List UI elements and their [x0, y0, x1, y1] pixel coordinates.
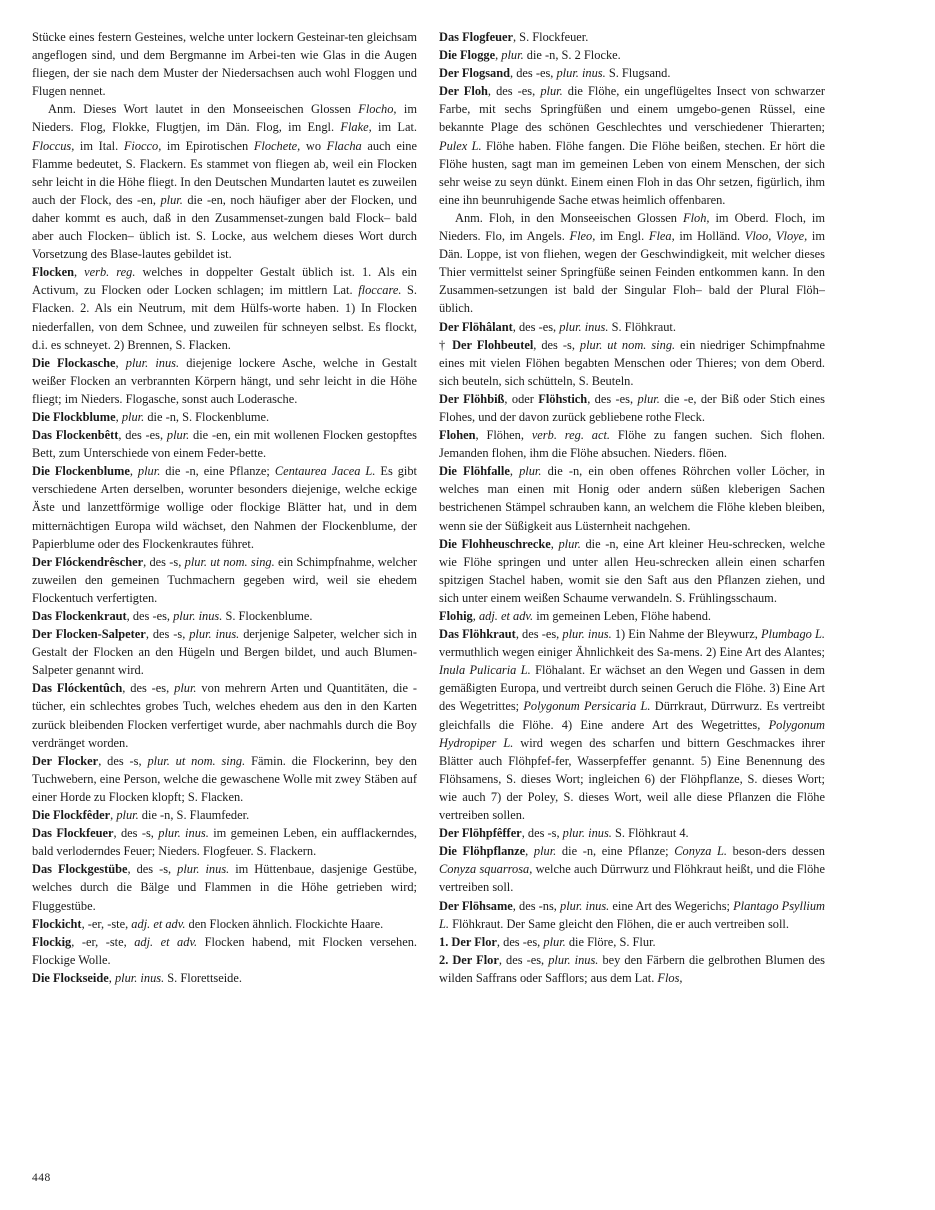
italic-text: Flos, — [657, 970, 683, 985]
italic-text: Floh, — [683, 210, 710, 225]
entry-text: derjenige Salpeter, welcher sich in Gestalt der Flocken an den Hügeln und Bergen bildet, und auch Blumen-Salpeter genannt wird. — [32, 627, 417, 678]
entry-text: , -er, -ste, — [81, 916, 132, 931]
italic-text: plur. inus. — [562, 627, 612, 642]
headword: Die Flockfêder — [32, 808, 111, 823]
entry-text: , des -es, — [587, 391, 638, 406]
entry-text: ein niedriger Schimpfnahme eines mit vielen Flöhen begabten Menschen oder Thieres; von dem Oberd. sich beuteln, sich schütteln, S. Beuteln. — [439, 337, 825, 388]
entry-text: S. Flöhkraut 4. — [611, 826, 689, 841]
dictionary-entry — [32, 408, 417, 426]
dictionary-entry — [439, 824, 825, 842]
headword: Flohen — [439, 428, 476, 443]
entry-text: Flöhe haben. Flöhe fangen. Die Flöhe beißen, stechen. Er hört die Flöhe husten, sagt man im gemeinen Leben von einem Menschen, der sich sehr weise zu seyn dünkt. Einem einen Floh in das Ohr setzen, figürlich, ihm eine ihn beunruhigende Sache etwas heimlich offenbaren. — [439, 138, 825, 207]
entry-text: Anm. Floh, in den Monseeischen Glossen — [455, 210, 683, 225]
entry-text: im Dän. Loppe, ist von fliehen, wegen der Geschwindigkeit, mit welcher dieses Thier vermittelst seiner Springfüße seinen Feinden entkommen kann. In den Zusammen-setzungen ist bald der Singular Floh– bald der Plural Flöh– üblich. — [439, 229, 826, 316]
italic-text: plur. — [501, 48, 524, 63]
italic-text: Conyza squarrosa, — [439, 862, 533, 877]
entry-text: † — [439, 337, 453, 352]
dictionary-entry — [32, 462, 417, 552]
entry-text: von mehrern Arten und Quantitäten, die -tücher, ein schlechtes grobes Tuch, welches ehedem aus den in den Karten zurück bleibenden Flocken verfertiget wurde, aber nachmahls durch die Boy verdränget worden. — [32, 681, 417, 750]
headword: 2. Der Flor — [439, 952, 499, 967]
italic-text: adj. et adv. — [478, 609, 534, 623]
italic-text: plur. inus. — [125, 355, 180, 370]
dictionary-entry — [439, 607, 825, 625]
entry-text: Dürrkraut, Dürrwurz. Es vertreibt gleichfalls die Flöhe. 4) Eine andere Art des Wegetrittes, — [439, 699, 826, 732]
entry-text: , des -es, — [487, 84, 541, 99]
entry-text: bey den Färbern die gelbrothen Blumen des wilden Saffrans oder Safflors; aus dem Lat. — [439, 952, 826, 985]
entry-text: , des -s, — [127, 862, 178, 877]
italic-text: Fleo, — [569, 229, 596, 244]
entry-text: Anm. Dieses Wort lautet in den Monseeischen Glossen — [48, 102, 359, 117]
italic-text: plur. inus. — [114, 970, 165, 985]
headword: Der Floh — [439, 84, 488, 99]
italic-text: adj. et adv. — [134, 934, 198, 949]
headword: Das Flockenkraut — [32, 609, 127, 623]
entry-text: , — [110, 808, 117, 823]
dictionary-entry — [32, 824, 417, 860]
dictionary-entry — [32, 752, 417, 806]
dictionary-entry — [439, 535, 825, 607]
headword: Das Flogfeuer — [439, 30, 513, 44]
entry-text: vermuthlich wegen einiger Ähnlichkeit des Sa-mens. 2) Eine Art des Alantes; — [439, 645, 825, 660]
entry-text: , des -s, — [98, 753, 148, 768]
headword: Die Flockasche — [32, 355, 116, 370]
dictionary-entry — [439, 82, 825, 209]
dictionary-entry — [32, 426, 417, 462]
headword: Das Flockfeuer — [32, 826, 114, 841]
entry-text: , — [509, 464, 520, 479]
entry-text: diejenige lockere Asche, welche in Gestalt weißer Flocken an verbrannten Körpern hängt, und sehr leicht in die Höhe fliegt; im Nieders. Flogasche, sonst auch Loderasche. — [32, 355, 418, 406]
italic-text: plur. — [160, 192, 183, 207]
italic-text: plur. ut nom. sing. — [184, 554, 275, 569]
italic-text: plur. inus. — [548, 952, 599, 967]
dictionary-entry — [32, 553, 417, 607]
italic-text: plur. ut nom. sing. — [147, 753, 246, 768]
italic-text: plur. — [519, 464, 542, 479]
italic-text: plur. inus. — [559, 319, 609, 334]
entry-text: , — [472, 609, 479, 623]
entry-text: die -en, ein mit wollenen Flocken gestopftes Bett, zum Unterschiede von einem Feder-bette. — [32, 428, 417, 461]
entry-text: im Ital. — [74, 138, 124, 153]
italic-text: Inula Pulicaria L. — [439, 663, 531, 678]
entry-text: , oder — [504, 391, 539, 406]
entry-text: , des -ns, — [512, 898, 561, 913]
entry-text: die -n, S. Flockenblume. — [144, 409, 270, 424]
dictionary-entry — [32, 933, 417, 969]
entry-text: die -n, eine Art kleiner Heu-schrecken, welche wie Flöhe springen und unter allen Heu-schrecken allein einen scharfen spitzigen Stachel haben, womit sie den Saft aus den Pflanzen ziehen, und sich unter einem weißen Schaume verwandeln. S. Frühlingsschaum. — [439, 536, 825, 605]
entry-text: , -er, -ste, — [71, 934, 135, 949]
entry-text: Flöhalant. Er wächset an den Wegen und Gassen in dem gemäßigten Europa, und vertreibt durch seinen Geruch die Flöhe. 3) Eine Art des Wegetrittes; — [439, 663, 825, 714]
entry-text: wird wegen des scharfen und bittern Geschmackes ihrer Blätter auch Flöhpfef-fer, Wasserpfeffer genannt. 5) Eine Benennung des Flöhsamens, S. dieses Wort; ingleichen 6) der Flöhpflanze, S. dieses Wort; wie auch 7) der Poley, S. dieses Wort, weil alle diese Pflanzen die Flöhe vertreiben sollen. — [439, 735, 825, 823]
italic-text: Flea, — [648, 229, 675, 244]
dictionary-entry — [32, 806, 417, 824]
headword: Flockicht — [32, 916, 82, 931]
italic-text: Conyza L. — [674, 844, 728, 859]
italic-text: Polygonum Persicaria L. — [523, 699, 651, 714]
dictionary-entry — [439, 462, 825, 534]
italic-text: plur. — [540, 84, 563, 99]
dictionary-entry — [439, 28, 825, 46]
entry-text: welches in doppelter Gestalt üblich ist. 1. Als ein Activum, zu Flocken oder Locken schlagen; im mittlern Lat. — [32, 265, 417, 298]
italic-text: verb. reg. — [84, 265, 136, 280]
italic-text: plur. — [558, 536, 581, 551]
italic-text: Centaurea Jacea L. — [274, 464, 376, 479]
entry-text: S. Flacken. 2. Als ein Neutrum, mit dem Hülfs-worte haben. 1) In Flocken niederfallen, von dem Schnee, und zuweilen für schneyen selbst. Es flockt, d.i. es schneyet. 2) Brennen, S. Flacken. — [32, 283, 417, 352]
entry-text: , — [108, 970, 115, 985]
dictionary-entry — [439, 842, 825, 896]
dictionary-entry — [439, 318, 825, 336]
dictionary-entry — [439, 336, 825, 390]
dictionary-entry — [32, 860, 417, 914]
entry-text: die -n, eine Pflanze; — [160, 464, 275, 479]
italic-text: plur. inus. — [556, 66, 606, 81]
entry-text: S. Flugsand. — [605, 66, 671, 81]
italic-text: Flocho, — [358, 102, 397, 117]
dictionary-entry — [32, 28, 417, 100]
entry-text: , des -s, — [533, 337, 580, 352]
entry-text: , — [115, 355, 126, 370]
page-number: 448 — [32, 1172, 51, 1184]
entry-text: , Flöhen, — [475, 428, 532, 443]
headword: Die Flohheuschrecke — [439, 536, 551, 551]
entry-text: die -e, der Biß oder Stich eines Flohes, und der davon zurück gebliebene rothe Fleck. — [439, 391, 826, 424]
italic-text: plur. inus. — [158, 826, 209, 841]
dictionary-entry — [439, 64, 825, 82]
dictionary-entry — [439, 426, 825, 462]
entry-text: , — [550, 536, 559, 551]
entry-text: im gemeinen Leben, Flöhe habend. — [533, 609, 711, 623]
italic-text: plur. — [174, 681, 197, 696]
headword: Der Flóckendrêscher — [32, 554, 144, 569]
italic-text: Plantago Psyllium L. — [439, 898, 825, 931]
entry-text: ein Schimpfnahme, welcher zuweilen den gemeinen Tuchmachern gegeben wird, weil sie ehedem Flockentuch verfertigten. — [32, 554, 417, 605]
entry-text: , — [525, 844, 534, 859]
entry-text: S. Flöhkraut. — [608, 319, 676, 334]
entry-text: , des -s, — [521, 826, 563, 841]
entry-text: eine Art des Wegerichs; — [609, 898, 734, 913]
right-column — [439, 28, 825, 987]
entry-text: , des -es, — [512, 319, 560, 334]
headword: Das Flóckentûch — [32, 681, 123, 696]
headword: Der Flöhsame — [439, 898, 513, 913]
italic-text: plur. — [121, 409, 145, 424]
headword: 1. Der Flor — [439, 934, 497, 949]
dictionary-entry — [32, 915, 417, 933]
italic-text: Floccus, — [32, 138, 75, 153]
headword: Die Flockseide — [32, 970, 109, 985]
entry-text: , — [129, 464, 138, 479]
headword: Der Flocker — [32, 753, 99, 768]
dictionary-entry — [439, 390, 825, 426]
entry-text: im Epirotischen — [161, 138, 254, 153]
entry-text: 1) Ein Nahme der Bleywurz, — [611, 627, 761, 642]
dictionary-entry — [439, 625, 825, 824]
entry-text: im Engl. — [595, 229, 649, 244]
entry-text: , des -es, — [122, 681, 175, 696]
italic-text: Flacha — [326, 138, 362, 153]
dictionary-entry — [32, 100, 417, 263]
entry-text: , des -s, — [143, 554, 185, 569]
entry-text: , — [115, 409, 122, 424]
italic-text: plur. — [543, 934, 566, 949]
italic-text: verb. reg. act. — [531, 428, 611, 443]
entry-text: , des -s, — [113, 826, 159, 841]
entry-text: S. Florettseide. — [164, 970, 242, 985]
dictionary-entry — [32, 607, 417, 625]
italic-text: Polygonum Hydropiper L. — [439, 717, 825, 750]
entry-text: Fämin. die Flockerinn, bey den Tuchwebern, eine Person, welche die gewaschene Wolle mit zwey Stäben auf einer Horde zu Flocken klopft; S. Flacken. — [32, 753, 417, 804]
entry-text: S. Flockenblume. — [222, 609, 313, 623]
entry-text: , — [74, 265, 85, 280]
italic-text: Flochete, — [253, 138, 301, 153]
dictionary-entry — [32, 625, 417, 679]
entry-text: wo — [300, 138, 327, 153]
italic-text: plur. inus. — [177, 862, 230, 877]
entry-text: im Oberd. Floch, im Nieders. Flo, im Angels. — [439, 210, 826, 244]
dictionary-entry — [439, 209, 825, 318]
headword: Der Flogsand — [439, 66, 511, 81]
left-column — [32, 28, 417, 987]
headword: Die Flöhpflanze — [439, 844, 526, 859]
headword: Die Flockblume — [32, 409, 116, 424]
entry-text: , des -es, — [510, 66, 557, 81]
headword: Der Flöhbiß — [439, 391, 505, 406]
entry-text: welche auch Dürrwurz und Flöhkraut heißt, und die Flöhe vertreiben soll. — [439, 862, 825, 895]
dictionary-entry — [439, 897, 825, 933]
dictionary-entry — [439, 933, 825, 951]
entry-text: den Flocken ähnlich. Flockichte Haare. — [185, 916, 384, 931]
italic-text: Vloo, Vloye, — [744, 229, 808, 244]
entry-text: , des -es, — [496, 934, 544, 949]
italic-text: plur. — [116, 808, 139, 823]
italic-text: Pulex L. — [439, 138, 482, 153]
entry-text: die -n, eine Pflanze; — [556, 844, 675, 859]
entry-text: Es gibt verschiedene Arten derselben, worunter besonders diejenige, welche eckige Äste und lanzettförmige wollige oder flockige Blätter hat, und in dem mitternächtigen Europa wild wächset, den Nahmen der Flockenblume, der Papierblume oder des Flockenkrautes führet. — [32, 464, 417, 551]
entry-text: , des -s, — [145, 627, 190, 642]
entry-text: die Flöhe, ein ungeflügeltes Insect von schwarzer Farbe, mit sechs Springfüßen und einem umgebo-genen Rüssel, eine bekannte Plage des schönen Geschlechtes und verschiedener Thierarten; — [439, 84, 826, 135]
italic-text: plur. inus. — [560, 898, 610, 913]
dictionary-entry — [32, 679, 417, 751]
italic-text: plur. — [533, 844, 557, 859]
entry-text: Flocken habend, mit Flocken versehen. Flockige Wolle. — [32, 934, 418, 967]
entry-text: Flöhkraut. Der Same gleicht den Flöhen, die er auch vertreiben soll. — [449, 916, 789, 931]
headword: Flohig — [439, 609, 473, 623]
dictionary-entry — [32, 354, 417, 408]
dictionary-entry — [32, 263, 417, 353]
entry-text: Stücke eines festern Gesteines, welche unter lockern Gesteinar-ten gleichsam angeflogen sind, und dem Bergmanne im Arbei-ten wie Glas in die Augen fliegen, der sie nach dem Muster der Niedersachsen auch wohl Floggen und Flugen nennet. — [32, 30, 417, 99]
entry-text: , des -es, — [498, 952, 549, 967]
entry-text: im gemeinen Leben, ein aufflackerndes, bald verloderndes Feuer; Nieders. Flogfeuer. S. Flackern. — [32, 826, 417, 859]
entry-text: die -n, S. Flaumfeder. — [138, 808, 250, 823]
entry-text: im Hüttenbaue, dasjenige Gestübe, welches durch die Bälge und Flammen in die Höhe getrieben wird; Fluggestübe. — [32, 862, 417, 913]
italic-text: plur. inus. — [173, 609, 223, 623]
italic-text: plur. — [166, 428, 190, 443]
headword: Flocken — [32, 265, 74, 280]
headword: Der Flöhâlant — [439, 319, 513, 334]
entry-text: auch eine Flamme bedeutet, S. Flackern. Es stammet von fliegen ab, weil ein Flocken sehr leicht in die Höhe fliegt. In den Deutschen Mundarten lautet es zuweilen auch der Flock, des -en, — [32, 138, 417, 207]
entry-text: im Lat. — [371, 120, 417, 135]
entry-text: , S. Flockfeuer. — [512, 30, 589, 44]
entry-text: die -n, ein oben offenes Röhrchen voller Löcher, in welches man einen mit Honig oder andern süßen kleberigen Sachen bestrichenen Stämpel schrauben kann, an welchem die Flöhe kleben bleiben, wenn sie der Süßigkeit aus Lüsternheit nachgehen. — [439, 464, 826, 533]
entry-text: im Nieders. Flog, Flokke, Flugtjen, im Dän. Flog, im Engl. — [32, 102, 417, 135]
entry-text: die -n, S. 2 Flocke. — [523, 48, 621, 63]
italic-text: plur. inus. — [562, 826, 612, 841]
italic-text: plur. ut nom. sing. — [579, 337, 676, 352]
headword: Die Flockenblume — [32, 464, 130, 479]
headword: Flöhstich — [538, 391, 588, 406]
entry-text: beson-ders dessen — [727, 844, 825, 859]
entry-text: die Flöre, S. Flur. — [565, 934, 656, 949]
italic-text: Plumbago L. — [760, 627, 826, 642]
headword: Das Flöhkraut — [439, 627, 516, 642]
headword: Der Flöhpfêffer — [439, 826, 522, 841]
entry-text: die -en, noch häufiger aber der Flocken, und daher kommt es auch, daß in den Zusammenset-zungen bald Flock– bald aber auch Flocken– üblich ist. S. Locke, aus welchem dieses Wort durch Vorsetzung des Blase-lautes gebildet ist. — [32, 192, 417, 262]
headword: Die Flogge — [439, 48, 496, 63]
dictionary-entry — [439, 46, 825, 64]
headword: Die Flöhfalle — [439, 464, 510, 479]
entry-text: , des -es, — [118, 428, 167, 443]
italic-text: adj. et adv. — [131, 916, 186, 931]
entry-text: , des -es, — [515, 627, 563, 642]
headword: Der Flohbeutel — [452, 337, 534, 352]
headword: Der Flocken-Salpeter — [32, 627, 146, 642]
entry-text: im Holländ. — [674, 229, 745, 244]
entry-text: , — [495, 48, 502, 63]
dictionary-entry — [32, 969, 417, 987]
italic-text: Flake, — [340, 120, 372, 135]
italic-text: Fiocco, — [123, 138, 162, 153]
italic-text: plur. — [137, 464, 161, 479]
entry-text: , des -es, — [126, 609, 174, 623]
italic-text: plur. — [637, 391, 660, 406]
headword: Das Flockenbêtt — [32, 428, 119, 443]
italic-text: floccare. — [358, 283, 402, 298]
dictionary-entry — [439, 951, 825, 987]
headword: Flockig — [32, 934, 72, 949]
entry-text: Flöhe zu fangen suchen. Sich flohen. Jemanden flohen, ihm die Flöhe absuchen. Nieders. flöen. — [439, 428, 825, 461]
italic-text: plur. inus. — [189, 627, 240, 642]
headword: Das Flockgestübe — [32, 862, 128, 877]
